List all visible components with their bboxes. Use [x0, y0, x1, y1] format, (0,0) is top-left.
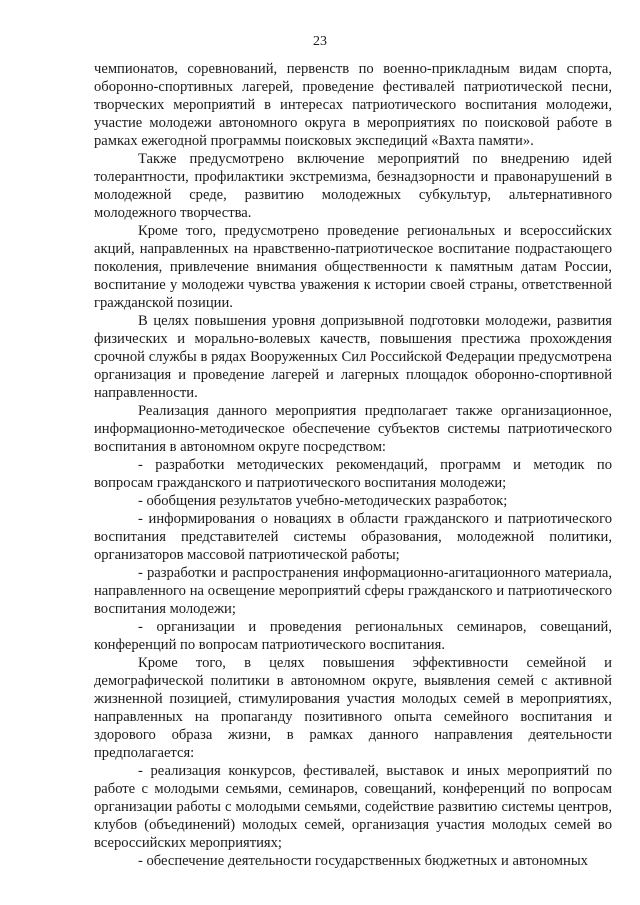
list-item-recommendations: - разработки методических рекомендаций, программ и методик по вопросам гражданского и патриотического воспитания молодежи;: [94, 457, 612, 491]
paragraph-family-policy: Кроме того, в целях повышения эффективности семейной и демографической политики в автономном округе, выявления семей с активной жизненной позицией, стимулирования участия молодых семей в мероприятиях, направленных на пропаганду позитивного опыта семейного воспитания и здорового образа жизни, в рамках данного направления деятельности предполагается:: [94, 655, 612, 761]
paragraph-tolerance: Также предусмотрено включение мероприятий по внедрению идей толерантности, профилактики экстремизма, безнадзорности и правонарушений в молодежной среде, развитию молодежных субкультур, альтернативного молодежного творчества.: [94, 151, 612, 221]
list-item-young-families: - реализация конкурсов, фестивалей, выставок и иных мероприятий по работе с молодыми семьями, семинаров, совещаний, конференций по вопросам организации работы с молодыми семьями, содействие развитию системы центров, клубов (объединений) молодых семей, организация участия молодых семей во всероссийских мероприятиях;: [94, 763, 612, 851]
paragraph-actions: Кроме того, предусмотрено проведение региональных и всероссийских акций, направленных на нравственно-патриотическое воспитание подрастающего поколения, привлечение внимания общественности к памятным датам России, воспитание у молодежи чувства уважения к истории своей страны, ответственной гражданской позиции.: [94, 223, 612, 311]
list-item-agitation-material: - разработки и распространения информационно-агитационного материала, направленного на освещение мероприятий сферы гражданского и патриотического воспитания молодежи;: [94, 565, 612, 617]
paragraph-methodical-support: Реализация данного мероприятия предполагает также организационное, информационно-методическое обеспечение субъектов системы патриотического воспитания в автономном округе посредством:: [94, 403, 612, 455]
list-item-institutions: - обеспечение деятельности государственных бюджетных и автономных: [138, 853, 588, 869]
page-number: 23: [313, 34, 327, 49]
paragraph-continuation: чемпионатов, соревнований, первенств по военно-прикладным видам спорта, оборонно-спортивных лагерей, проведение фестивалей патриотической песни, творческих мероприятий в интересах патриотического воспитания молодежи, участие молодежи автономного округа в мероприятиях по поисковой работе в рамках ежегодной программы поисковых экспедиций «Вахта памяти».: [94, 61, 612, 149]
document-body: [94, 60, 612, 870]
list-item-generalization: - обобщения результатов учебно-методических разработок;: [138, 493, 508, 509]
paragraph-pre-conscription: В целях повышения уровня допризывной подготовки молодежи, развития физических и морально-волевых качеств, повышения престижа прохождения срочной службы в рядах Вооруженных Сил Российской Федерации предусмотрена организация и проведение лагерей и лагерных площадок оборонно-спортивной направленности.: [94, 313, 612, 401]
list-item-seminars: - организации и проведения региональных семинаров, совещаний, конференций по вопросам патриотического воспитания.: [94, 619, 612, 653]
list-item-informing: - информирования о новациях в области гражданского и патриотического воспитания представителей системы образования, молодежной политики, организаторов массовой патриотической работы;: [94, 511, 612, 563]
